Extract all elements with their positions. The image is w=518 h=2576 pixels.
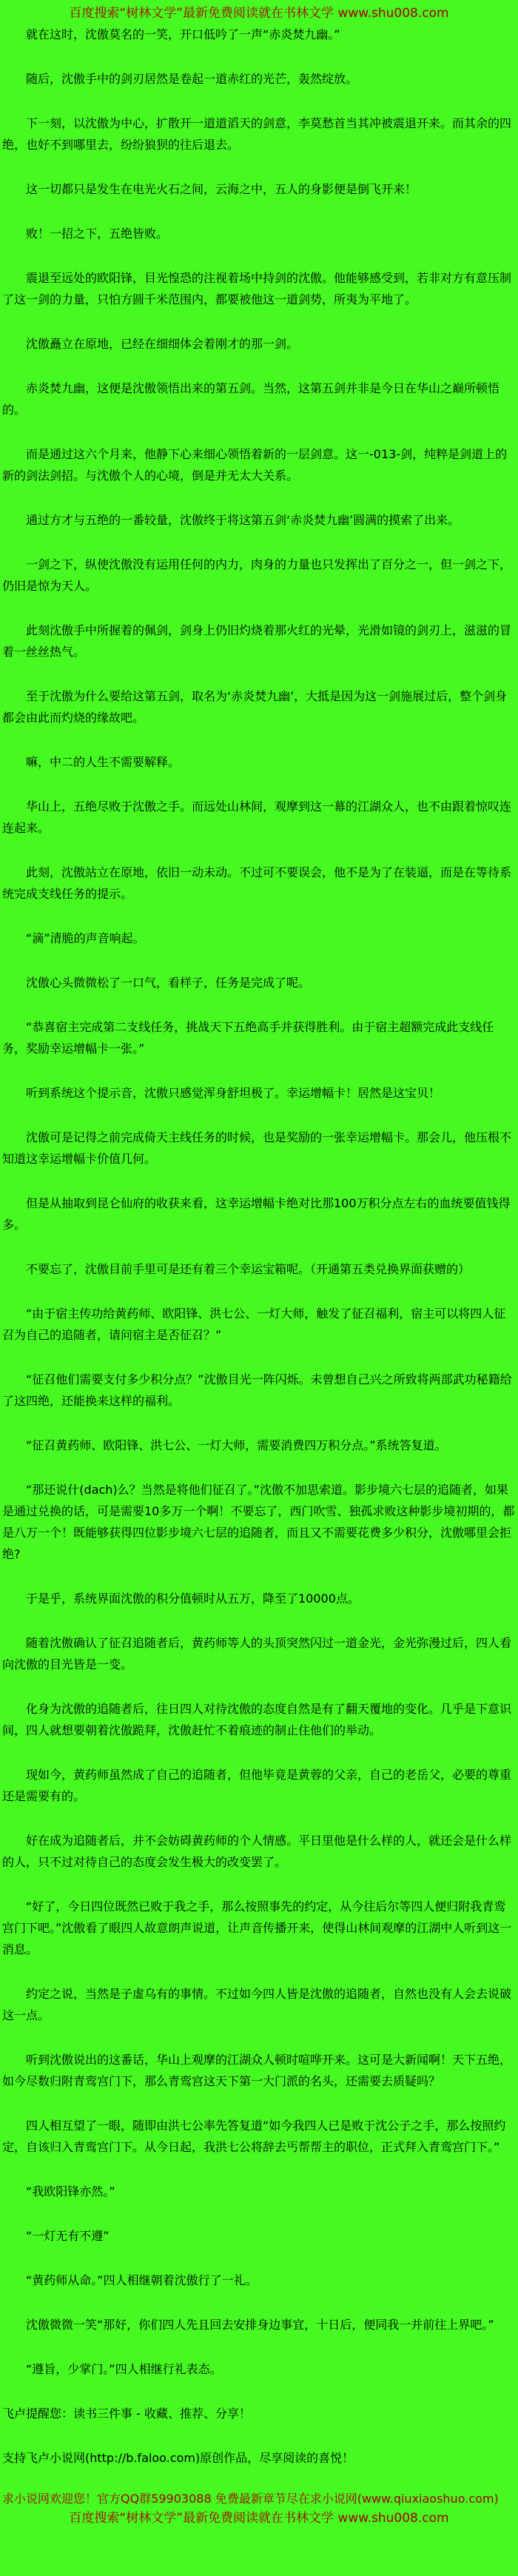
novel-paragraph: 而是通过这六个月来，他静下心来细心领悟着新的一层剑意。这一-013-剑，纯粹是剑道上的新的剑法剑招。与沈傲个人的心境，倒是并无太大关系。 [2, 447, 508, 483]
novel-paragraph: 赤炎焚九幽，这便是沈傲领悟出来的第五剑。当然，这第五剑并非是今日在华山之巅所顿悟的。 [2, 381, 500, 417]
top-promo-line: 百度搜索“树林文学”最新免费阅读就在书林文学 www.shu008.com [69, 6, 449, 21]
novel-paragraph: 好在成为追随者后，并不会妨碍黄药师的个人情感。平日里他是什么样的人，就还会是什么样的人，只不过对待自己的态度会发生极大的改变罢了。 [2, 1834, 512, 1869]
novel-paragraph: “滴”清脆的声音响起。 [26, 931, 145, 945]
novel-paragraph: 于是乎，系统界面沈傲的积分值顿时从五万，降至了10000点。 [26, 1591, 360, 1606]
novel-paragraph: 约定之说，当然是子虚乌有的事情。不过如今四人皆是沈傲的追随者，自然也没有人会去说破这一点。 [2, 1987, 512, 2022]
novel-paragraph: “恭喜宿主完成第二支线任务，挑战天下五绝高手并获得胜利。由于宿主超额完成此支线任务，奖励幸运增幅卡一张。” [2, 1020, 494, 1056]
novel-paragraph: “好了，今日四位既然已败于我之手，那么按照事先的约定，从今往后尔等四人便归附我青鸾宫门下吧。”沈傲看了眼四人故意朗声说道，让声音传播开来，使得山林间观摩的江湖中人听到这一消息。 [2, 1899, 512, 1956]
novel-paragraph: 此刻沈傲手中所握着的佩剑，剑身上仍旧灼烧着那火红的光晕，光滑如镜的剑刃上，滋滋的冒着一丝丝热气。 [2, 623, 512, 659]
novel-paragraph: “遵旨，少掌门。”四人相继行礼表态。 [26, 2362, 222, 2376]
novel-paragraph: 华山上，五绝尽败于沈傲之手。而远处山林间，观摩到这一幕的江湖众人，也不由跟着惊叹连连起来。 [2, 799, 512, 835]
novel-paragraph: 随后，沈傲手中的剑刃居然是卷起一道赤红的光芒，轰然绽放。 [26, 72, 358, 86]
novel-paragraph: 此刻，沈傲站立在原地，依旧一动未动。不过可不要误会，他不是为了在装逼，而是在等待系统完成支线任务的提示。 [2, 865, 512, 901]
bottom-promo-line-1: 求小说网欢迎您！官方QQ群59903088 免费最新章节尽在求小说网(www.qiuxiaoshuo.com) [2, 2492, 499, 2506]
novel-paragraph: 沈傲可是记得之前完成倚天主线任务的时候，也是奖励的一张幸运增幅卡。那会儿，他压根不知道这幸运增幅卡价值几何。 [2, 1130, 512, 1166]
novel-paragraph: 至于沈傲为什么要给这第五剑，取名为‘赤炎焚九幽’，大抵是因为这一剑施展过后，整个剑身都会由此而灼烧的缘故吧。 [2, 689, 508, 725]
novel-paragraph: 通过方才与五绝的一番较量，沈傲终于将这第五剑‘赤炎焚九幽’圆满的摸索了出来。 [26, 513, 460, 527]
novel-paragraph: 震退至远处的欧阳锋，目光惶恐的注视着场中持剑的沈傲。他能够感受到，若非对方有意压制了这一剑的力量，只怕方圆千米范围内，都要被他这一道剑势，所夷为平地了。 [2, 271, 512, 306]
novel-paragraph: 听到沈傲说出的这番话，华山上观摩的江湖众人顿时喧哗开来。这可是大新闻啊！天下五绝，如今尽数归附青鸾宫门下，那么青鸾宫这天下第一大门派的名头，还需要去质疑吗？ [2, 2053, 512, 2088]
novel-paragraph: “那还说什(dach)么？当然是将他们征召了。”沈傲不加思索道。影步境六七层的追随者，如果是通过兑换的话，可是需要10多万一个啊！不要忘了，西门吹雪、独孤求败这种影步境初期的，都是八万一个！既能够获得四位影步境六七层的追随者，而且又不需要花费多少积分，沈傲哪里会拒绝? [2, 1483, 515, 1561]
novel-paragraph: 下一刻，以沈傲为中心，扩散开一道道滔天的剑意，李莫愁首当其冲被震退开来。而其余的四绝，也好不到哪里去，纷纷狼狈的往后退去。 [2, 116, 512, 152]
novel-paragraph: 沈傲微微一笑“那好，你们四人先且回去安排身边事宜，十日后，便同我一并前往上界吧。” [26, 2318, 494, 2332]
novel-paragraph: “征召他们需要支付多少积分点？”沈傲目光一阵闪烁。未曾想自己兴之所致将两部武功秘籍给了这四绝，还能换来这样的福利。 [2, 1372, 512, 1408]
novel-paragraph: 沈傲矗立在原地，已经在细细体会着刚才的那一剑。 [26, 337, 299, 351]
novel-paragraph: 随着沈傲确认了征召追随者后，黄药师等人的头顶突然闪过一道金光，金光弥漫过后，四人看向沈傲的目光皆是一变。 [2, 1636, 512, 1671]
novel-paragraph: 败！一招之下，五绝皆败。 [26, 227, 169, 241]
novel-paragraph: “我欧阳锋亦然。” [26, 2184, 115, 2198]
novel-paragraph: 但是从抽取到昆仑仙府的收获来看，这幸运增幅卡绝对比那100万积分点左右的血统要值钱得多。 [2, 1196, 511, 1232]
novel-paragraph: “黄药师从命。”四人相继朝着沈傲行了一礼。 [26, 2273, 258, 2287]
novel-paragraph: 嘛，中二的人生不需要解释。 [26, 755, 181, 769]
novel-paragraph: 一剑之下，纵使沈傲没有运用任何的内力，肉身的力量也只发挥出了百分之一，但一剑之下，仍旧是惊为天人。 [2, 557, 512, 593]
novel-paragraph: 不要忘了，沈傲目前手里可是还有着三个幸运宝箱呢。（开通第五类兑换界面获赠的） [26, 1262, 471, 1276]
novel-paragraph: “一灯无有不遵” [26, 2229, 110, 2243]
bottom-promo-line-2: 百度搜索“树林文学”最新免费阅读就在书林文学 www.shu008.com [69, 2511, 449, 2526]
novel-paragraph: “由于宿主传功给黄药师、欧阳锋、洪七公、一灯大师，触发了征召福利，宿主可以将四人征召为自己的追随者，请问宿主是否征召？” [2, 1307, 506, 1342]
faloo-reminder-line: 飞卢提醒您：读书三件事 - 收藏、推荐、分享！ [2, 2406, 251, 2421]
novel-paragraph: 化身为沈傲的追随者后，往日四人对待沈傲的态度自然是有了翻天覆地的变化。几乎是下意识间，四人就想要朝着沈傲跪拜，沈傲赶忙不着痕迹的制止住他们的举动。 [2, 1702, 512, 1737]
novel-paragraph: 就在这时，沈傲莫名的一笑，开口低吟了一声“赤炎焚九幽。” [26, 27, 340, 41]
novel-paragraph: 沈傲心头微微松了一口气，看样子，任务是完成了呢。 [26, 976, 311, 990]
novel-paragraph: “征召黄药师、欧阳锋、洪七公、一灯大师，需要消费四万积分点。”系统答复道。 [26, 1438, 447, 1452]
novel-paragraph: 听到系统这个提示音，沈傲只感觉浑身舒坦极了。幸运增幅卡！居然是这宝贝！ [26, 1086, 441, 1100]
novel-paragraph: 四人相互望了一眼，随即由洪七公率先答复道“如今我四人已是败于沈公子之手，那么按照约定，自该归入青鸾宫门下。从今日起，我洪七公将辞去丐帮帮主的职位，正式拜入青鸾宫门下。” [2, 2119, 506, 2154]
faloo-support-line: 支持飞卢小说网(http://b.faloo.com)原创作品，尽享阅读的喜悦！ [2, 2451, 354, 2465]
novel-paragraph: 这一切都只是发生在电光火石之间，云海之中，五人的身影便是倒飞开来！ [26, 182, 417, 196]
novel-paragraph: 现如今，黄药师虽然成了自己的追随者，但他毕竟是黄蓉的父亲，自己的老岳父，必要的尊重还是需要有的。 [2, 1768, 512, 1803]
